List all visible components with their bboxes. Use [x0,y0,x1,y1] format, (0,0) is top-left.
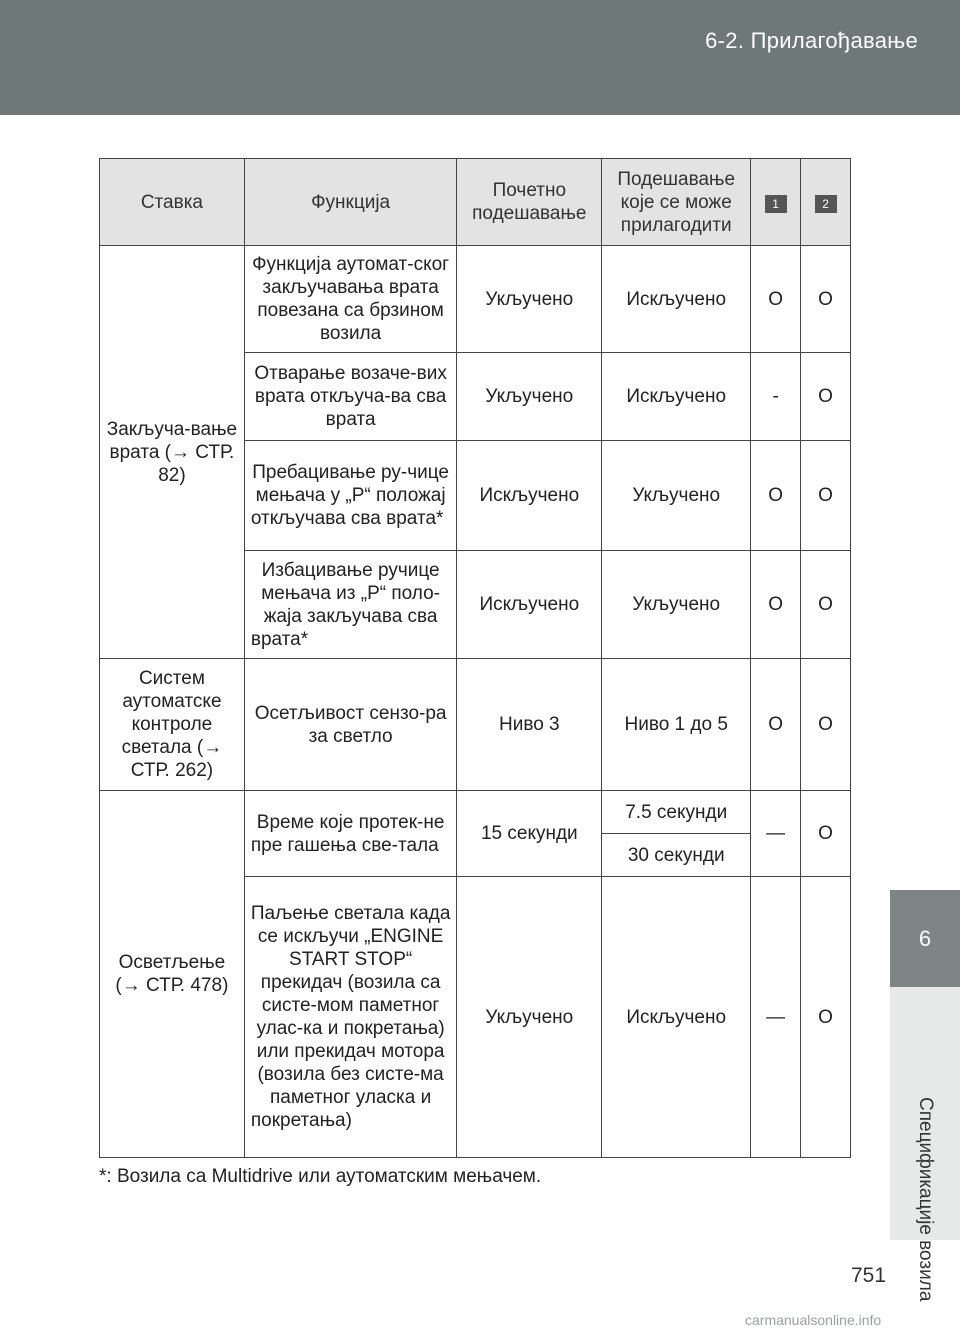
custom-cell: Искључено [602,877,751,1158]
function-cell: Отварање возаче-вих врата откључа-ва сва врата [244,353,457,441]
header-custom: Подешавање које се може прилагодити [602,159,751,246]
default-cell: Искључено [457,551,602,659]
col1-cell: — [751,877,801,1158]
col2-cell: O [801,441,851,551]
item-cell: Осветљење (→ СТР. 478) [100,791,245,1158]
default-cell: 15 секунди [457,791,602,877]
function-cell: Паљење светала када се искључи „ENGINE START STOP“ прекидач (возила са систе-мом паметног улас-ка и покретања) или прекидач мотора (возила без систе-ма паметног уласка и покретања) [244,877,457,1158]
chapter-label-box [890,987,960,1302]
custom-cell: 30 секунди [602,834,751,877]
col2-cell: O [801,659,851,791]
chapter-side-tab[interactable] [890,890,960,1337]
col2-cell: O [801,551,851,659]
function-cell: Време које протек-не пре гашења све-тала [244,791,457,877]
col2-cell: O [801,877,851,1158]
watermark: carmanualsonline.info [745,1312,882,1328]
custom-cell: Укључено [602,551,751,659]
footnote: *: Возила са Multidrive или аутоматским мењачем. [99,1166,542,1187]
chapter-number: 6 [890,890,960,987]
col1-cell: - [751,353,801,441]
default-cell: Ниво 3 [457,659,602,791]
badge-1: 1 [765,195,787,213]
function-cell: Осетљивост сензо-ра за светло [244,659,457,791]
col2-cell: O [801,353,851,441]
header-col2 [801,159,851,246]
header-function: Функција [244,159,457,246]
chapter-label: Спецификације возила [915,1097,936,1302]
customization-table [99,158,851,1158]
custom-cell: Укључено [602,441,751,551]
custom-cell: 7.5 секунди [602,791,751,834]
col1-cell: O [751,441,801,551]
default-cell: Укључено [457,353,602,441]
header-bar [0,0,960,115]
col1-cell: O [751,659,801,791]
col1-cell: O [751,246,801,353]
col1-cell: — [751,791,801,877]
table-header-row [100,159,851,246]
function-cell: Избацивање ручице мењача из „P“ поло-жаја закључава сва врата* [244,551,457,659]
col1-cell: O [751,551,801,659]
function-cell: Пребацивање ру-чице мењача у „P“ положај откључава сва врата* [244,441,457,551]
page-number: 751 [851,1264,887,1287]
custom-cell: Ниво 1 до 5 [602,659,751,791]
table-row [100,791,851,834]
table-row [100,659,851,791]
function-cell: Функција аутомат-ског закључавања врата повезана са брзином возила [244,246,457,353]
section-title: 6-2. Прилагођавање [705,28,918,53]
default-cell: Укључено [457,877,602,1158]
col2-cell: O [801,246,851,353]
header-item: Ставка [100,159,245,246]
default-cell: Искључено [457,441,602,551]
default-cell: Укључено [457,246,602,353]
badge-2: 2 [815,195,837,213]
header-col1 [751,159,801,246]
header-default: Почетно подешавање [457,159,602,246]
custom-cell: Искључено [602,246,751,353]
custom-cell: Искључено [602,353,751,441]
item-cell: Систем аутоматске контроле светала (→ СТР. 262) [100,659,245,791]
item-cell: Закључа-вање врата (→ СТР. 82) [100,246,245,659]
table-row [100,246,851,353]
col2-cell: O [801,791,851,877]
